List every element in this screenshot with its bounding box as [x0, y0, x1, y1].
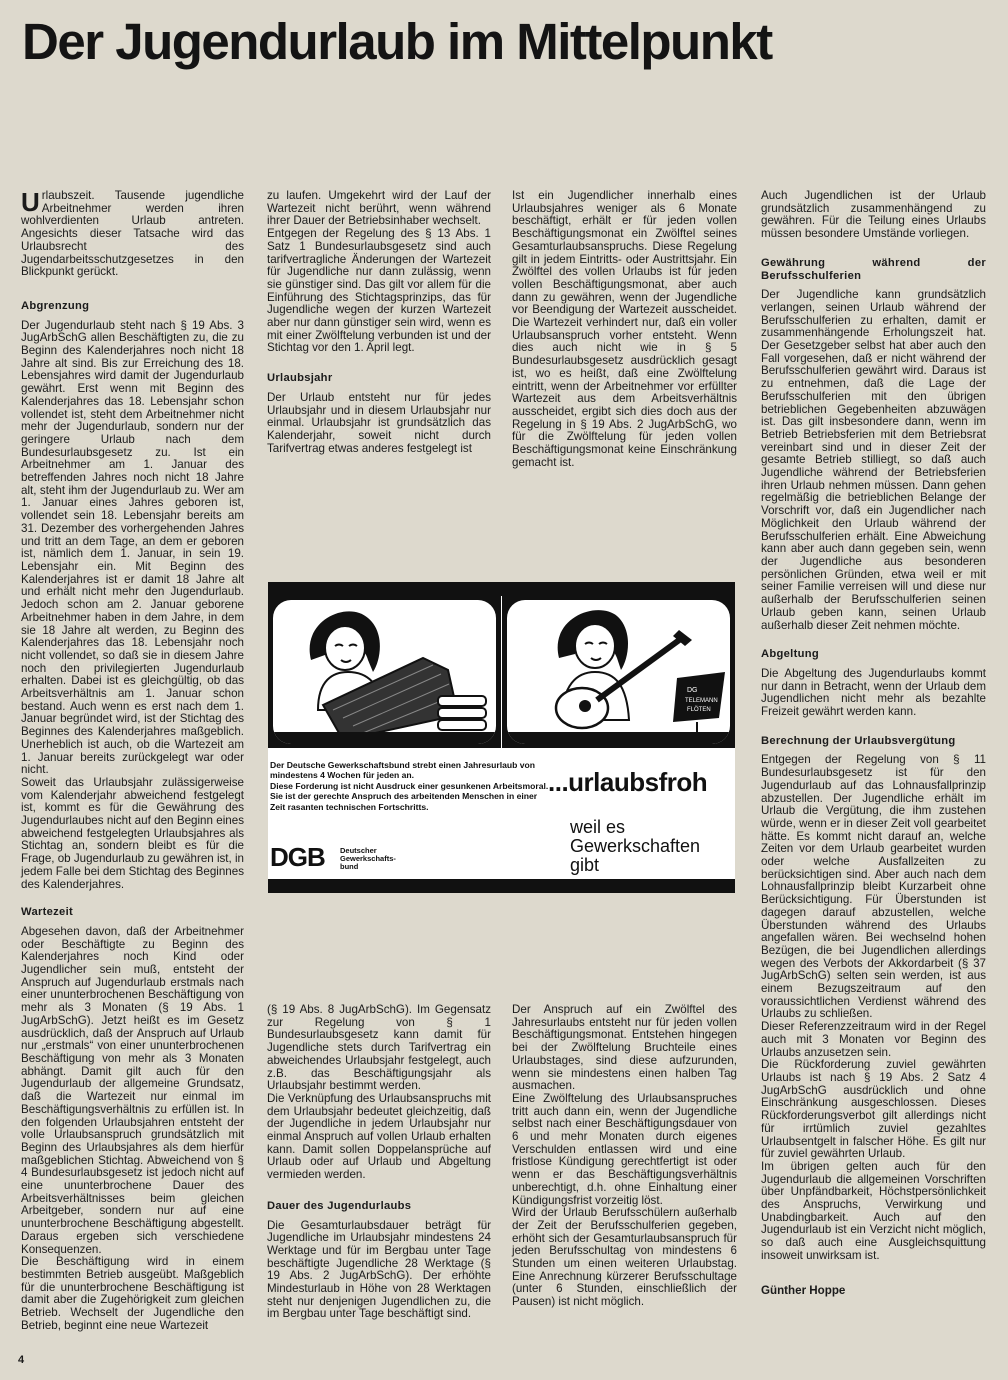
paragraph: Der Jugendliche kann grundsätzlich verlangen, seinen Urlaub während der Berufsschulferien zu erhalten, damit er zusammenhängende Erholungszeit hat. Der Gesetzgeber selbst hat aber auch den Fall vorgesehen, daß er nicht während der Berufsschulferien gewährt wird. Daraus ist zu entnehmen, daß die Lage der Berufsschulferien mit den übrigen betrieblichen Gegebenheiten abzuwägen ist. Das gilt insbesondere dann, wenn im Betrieb Betriebsferien mit dem Betriebsrat vereinbart sind und in dieser Zeit der gesamte Betrieb stilliegt, so daß auch Jugendliche während der Betriebsferien ihren Urlaub nehmen müssen. Dann gehen regelmäßig die betrieblichen Belange der Vorschrift vor, daß ein Jugendlicher nach Möglichkeit den Urlaub während der Berufsschulferien erhält. Eine Abweichung kann aber auch dann gegeben sein, wenn der Jugendliche aus besonderen persönlichen Gründen, etwa weil er mit seiner Familie verreisen will und diese nur außerhalb der Berufsschulferien seinen Urlaub geben kann, seinen Urlaub außerhalb dieser Zeit nehmen möchte. — [761, 288, 986, 632]
heading-abgeltung: Abgeltung — [761, 648, 820, 661]
paragraph: Ist ein Jugendlicher innerhalb eines Urlaubsjahres weniger als 6 Monate beschäftigt, erhält er für jeden vollen Beschäftigungsmonat ein Zwölftel seines Gesamturlaubsanspruchs. Diese Regelung gilt in jedem Eintritts- oder Austrittsjahr. Ein Zwölftel des vollen Urlaubs ist für jeden vollen Beschäftigungsmonat, aber auch dann zu gewähren, wenn der Jugendliche vor Beendigung der Wartezeit ausscheidet. Die Wartezeit verhindert nur, daß ein voller Urlaubsanspruch vorher entsteht. Wenn dies auch nicht wie in § 5 Bundesurlaubsgesetz ausdrücklich gesagt ist, wo es heißt, daß eine Zwölftelung eintritt, wenn der Arbeitnehmer vor erfüllter Wartezeit aus dem Arbeitsverhältnis ausscheidet, ergibt sich dies doch aus der Regelung in § 19 Abs. 2 JugArbSchG, wo für die Zwölftelung für jeden vollen Beschäftigungsmonat keine Einschränkung gemacht ist. — [512, 189, 737, 469]
ad-top-bar — [268, 582, 735, 596]
paragraph: Der Urlaub entsteht nur für jedes Urlaubsjahr und in diesem Urlaubsjahr nur einmal. Urlaubsjahr ist grundsätzlich das Kalenderjahr, soweit nicht durch Tarifvertrag etwas anderes festgelegt ist — [267, 390, 491, 455]
girl-reading-illustration — [273, 600, 496, 744]
paragraph: Die Gesamturlaubsdauer beträgt für Jugendliche im Urlaubsjahr mindestens 24 Werktage und für im Bergbau unter Tage beschäftigte Jugendliche 28 Werktage (§ 19 Abs. 2 JugArbSchG). Der erhöhte Mindesturlaub in Höhe von 28 Werktagen steht nur denjenigen Jugendlichen zu, die im Bergbau unter Tage beschäftigt sind. — [267, 1218, 491, 1321]
paragraph: Der Anspruch auf ein Zwölftel des Jahresurlaubs entsteht nur für jeden vollen Beschäftigungsmonat. Entstehen hingegen bei der Zwölftelung Bruchteile eines Urlaubstages, sind diese aufzurunden, wenn sie mindestens einen halben Tag ausmachen. — [512, 1003, 737, 1093]
dgb-logo-subtitle: Deutscher Gewerkschafts- bund — [340, 846, 396, 871]
page-title: Der Jugendurlaub im Mittelpunkt — [22, 13, 772, 70]
paragraph: Im übrigen gelten auch für den Jugendurlaub die allgemeinen Vorschriften über Unpfändbarkeit, Höchstpersönlichkeit des Anspruchs, Verwirkung und Unabdingbarkeit. Auch auf den Jugendurlaub ist ein Verzicht nicht möglich, so daß auch eine Ausgleichsquittung insoweit unwirksam ist. — [761, 1159, 986, 1262]
paragraph: Eine Zwölftelung des Urlaubsanspruches tritt auch dann ein, wenn der Jugendliche selbst nach einer Beschäftigungsdauer von 6 und mehr Monaten durch eigenes Verschulden entlassen wird und eine fristlose Kündigung gerechtfertigt ist oder wenn er das Beschäftigungsverhältnis unberechtigt, d.h. ohne Einhaltung einer Kündigungsfrist vorzeitig löst. — [512, 1091, 737, 1207]
paragraph: Dieser Referenzzeitraum wird in der Regel auch mit 3 Monaten vor Beginn des Urlaubs anzusetzen sein. — [761, 1020, 986, 1059]
ad-slogan-sub: weil es Gewerkschaften gibt — [570, 817, 701, 875]
music-sheet-text-2: TELEMANN — [685, 698, 718, 704]
heading-dauer: Dauer des Jugendurlaubs — [267, 1199, 412, 1212]
paragraph: Auch Jugendlichen ist der Urlaub grundsätzlich zusammenhängend zu gewähren. Für die Teilung eines Urlaubs müssen besondere Umstände vorliegen. — [761, 189, 986, 241]
paragraph: Abgesehen davon, daß der Arbeitnehmer oder Beschäftigte zu Beginn des Kalenderjahres noch Kind oder Jugendlicher sein muß, entsteht der Anspruch auf Jugendurlaub erstmals nach einer ununterbrochenen Beschäftigung von mehr als 3 Monaten (§ 19 Abs. 1 JugArbSchG). Jetzt heißt es im Gesetz ausdrücklich, daß der Anspruch auf Urlaub nur „erstmals“ von einer ununterbrochenen Beschäftigung von mehr als 3 Monaten abhängt. Damit gilt auch für den Jugendurlaub der allgemeine Grundsatz, daß die Wartezeit nur einmal im Beschäftigungsverhältnis zu erfüllen ist. In den folgenden Urlaubsjahren entsteht der volle Urlaubsanspruch grundsätzlich mit Beginn des Urlaubsjahres als dem hierfür maßgeblichen Stichtag. Abweichend von § 4 Bundesurlaubsgesetz ist jedoch nicht auf eine ununterbrochene Dauer des Arbeitsverhältnisses beim gleichen Arbeitgeber, sondern nur auf eine ununterbrochene Beschäftigung abgestellt. Daraus ergeben sich verschiedene Konsequenzen. — [21, 924, 244, 1256]
paragraph: Soweit das Urlaubsjahr zulässigerweise vom Kalenderjahr abweichend festgelegt ist, kommt es für die Gewährung des Jugendurlaubes nicht auf den Beginn eines abweichend festgelegten Urlaubsjahres als Stichtag an, sondern bleibt es für die Frage, ob Jugendurlaub zu gewähren ist, in jedem Falle bei dem Stichtag des Beginnes des Kalenderjahres. — [21, 775, 244, 891]
heading-abgrenzung: Abgrenzung — [21, 299, 90, 312]
dgb-logo: DGB — [270, 842, 325, 872]
paragraph: Die Beschäftigung wird in einem bestimmten Betrieb ausgeübt. Maßgeblich für die ununterbrochene Beschäftigung ist damit aber die Zugehörigkeit zum gleichen Betrieb. Wechselt der Jugendliche den Betrieb, beginnt eine neue Wartezeit — [21, 1255, 244, 1332]
heading-gewaehrung: Gewährung während der Berufsschulferien — [761, 256, 986, 282]
column-4 — [761, 190, 986, 1297]
paragraph: (§ 19 Abs. 8 JugArbSchG). Im Gegensatz zur Regelung von § 1 Bundesurlaubsgesetz kann damit für Jugendliche stets durch Tarifvertrag ein abweichendes Urlaubsjahr festgelegt, auch z.B. das Beschäftigungsjahr als Urlaubsjahr bestimmt werden. — [267, 1003, 491, 1093]
ad-illustration-guitar — [502, 596, 735, 748]
paragraph: Entgegen der Regelung des § 13 Abs. 1 Satz 1 Bundesurlaubsgesetz sind auch tarifvertragliche Änderungen der Wartezeit für Jugendliche nur dann zulässig, wenn sie günstiger sind. Das gilt vor allem für die Einführung des Stichtagsprinzips, das für Jugendliche wegen der kurzen Wartezeit aber nur dann günstiger sein wird, wenn es mit einer Zwölftelung verbunden ist und der Stichtag vor den 1. April legt. — [267, 227, 491, 355]
paragraph: Entgegen der Regelung von § 11 Bundesurlaubsgesetz ist für den Jugendurlaub auf das Lohnausfallprinzip abzustellen. Der Jugendliche erhält im Urlaub die Vergütung, die ihm zustehen würde, wenn er in dieser Zeit voll gearbeitet hätte. Es kommt nicht darauf an, welche Zeiten vor dem Urlaub gearbeitet wurden oder welche Ausfallzeiten zu berücksichtigen sind. Aber auch nach dem Lohnausfallprinzip bleibt Kurzarbeit ohne Berücksichtigung. Für Überstunden ist dagegen darauf abzustellen, welche Überstunden während des Urlaubs angefallen wären. Bei wechselnd hohen Bezügen, die bei Jugendlichen allerdings wegen des Verbots der Akkordarbeit (§ 37 JugArbSchG) selten sein werden, ist aus einem Bezugszeitraum auf den voraussichtlichen Verdienst während des Urlaubs zu schließen. — [761, 753, 986, 1021]
column-1 — [21, 187, 244, 1332]
column-2-top — [267, 190, 491, 455]
music-sheet-text-1: DG — [687, 687, 698, 694]
ad-illustration-reading — [268, 596, 501, 748]
ad-body-text: Der Deutsche Gewerkschaftsbund strebt einen Jahresurlaub von mindestens 4 Wochen für jeden an. Diese Forderung ist nicht Ausdruck einer gesunkenen Arbeitsmoral. Sie ist der gerechte Anspruch des arbeitenden Menschen in einer Zeit rasanten technischen Fortschritts. — [270, 760, 549, 812]
author-name: Günther Hoppe — [761, 1283, 846, 1297]
ad-bottom-bar — [268, 879, 735, 893]
paragraph: Die Verknüpfung des Urlaubsanspruchs mit dem Urlaubsjahr bedeutet gleichzeitig, daß der Jugendliche in jedem Urlaubsjahr nur einmal Anspruch auf vollen Urlaub erhalten kann. Damit sollen Doppelansprüche auf Urlaub oder auf Urlaub und Abgeltung vermieden werden. — [267, 1091, 491, 1182]
intro-paragraph: Urlaubszeit. Tausende jugendliche Arbeitnehmer werden ihren wohlverdienten Urlaub antreten. Angesichts dieser Tatsache wird das Urlaubsrecht des Jugendarbeitsschutzgesetzes in den Blickpunkt gerückt. — [21, 187, 244, 279]
column-3-top — [512, 190, 737, 469]
column-2-bottom — [267, 1004, 491, 1321]
page-number: 4 — [18, 1354, 25, 1366]
heading-urlaubsjahr: Urlaubsjahr — [267, 372, 333, 385]
music-sheet-text-3: FLÖTEN — [687, 707, 711, 713]
girl-guitar-illustration — [507, 600, 730, 744]
paragraph: Wird der Urlaub Berufsschülern außerhalb der Zeit der Berufsschulferien gegeben, erhöht sich der Gesamturlaubsanspruch für jeden Berufsschultag von mindestens 6 Stunden um einen weiteren Urlaubstag. Eine Anrechnung kürzerer Berufsschultage (unter 6 Stunden, einschließlich der Pausen) ist nicht möglich. — [512, 1206, 737, 1309]
column-3-bottom — [512, 1004, 737, 1309]
dropcap: U — [21, 187, 40, 217]
paragraph: zu laufen. Umgekehrt wird der Lauf der Wartezeit nicht berührt, wenn während ihrer Dauer der Betriebsinhaber wechselt. — [267, 189, 491, 228]
dgb-advertisement — [268, 582, 735, 893]
heading-berechnung: Berechnung der Urlaubsvergütung — [761, 734, 956, 747]
paragraph: Der Jugendurlaub steht nach § 19 Abs. 3 JugArbSchG allen Beschäftigten zu, die zu Beginn des Kalenderjahres noch nicht 18 Jahre alt sind. Bis zur Erreichung des 18. Lebensjahres wird damit der Jugendurlaub gewährt. Erst wenn mit Beginn des Kalenderjahres das 18. Lebensjahr schon vollendet ist, steht dem Arbeitnehmer nicht mehr der Jugendurlaub, sondern nur der geringere Urlaub nach dem Bundesurlaubsgesetz zu. Ist ein Arbeitnehmer am 1. Januar des betreffenden Jahres noch nicht 18 Jahre alt, steht ihm der Jugendurlaub zu. Wer am 1. Januar eines Jahres geboren ist, vollendet sein 18. Lebensjahr bereits am 31. Dezember des vorhergehenden Jahres und tritt an dem Tage, an dem er geboren ist, nämlich dem 1. Januar, in sein 19. Lebensjahr ein. Mit Beginn des Kalenderjahres ist er damit 18 Jahre alt und erhält nicht mehr den Jugendurlaub. Jedoch schon am 2. Januar geborene Arbeitnehmer haben in dem Jahre, in dem sie 18 Jahre alt werden, zu Beginn des Kalenderjahres das 18. Lebensjahr noch nicht vollendet, so daß sie in diesem Jahre noch den privilegierten Jugendurlaub erhalten. Dabei ist es gleichgültig, ob das Arbeitsverhältnis am 1. Januar schon bestand. Auch wenn es erst nach dem 1. Januar begründet wird, ist der Stichtag des Beginnes des Kalenderjahres maßgeblich. Unerheblich ist auch, ob die Wartezeit am 1. Januar bereits zurückgelegt war oder nicht. — [21, 318, 244, 777]
paragraph: Die Abgeltung des Jugendurlaubs kommt nur dann in Betracht, wenn der Urlaub dem Jugendlichen nicht mehr als bezahlte Freizeit gewährt werden kann. — [761, 666, 986, 719]
ad-slogan-main: ...urlaubsfroh — [548, 767, 708, 797]
paragraph: Die Rückforderung zuviel gewährten Urlaubs ist nach § 19 Abs. 2 Satz 4 JugArbSchG ausdrücklich und ohne Einschränkung ausgeschlossen. Dieses Rückforderungsverbot gilt allerdings nicht für irrtümlich zuviel gezahltes Urlaubsentgelt in falscher Höhe. Es gilt nur für zuviel gewährten Urlaub. — [761, 1058, 986, 1161]
heading-wartezeit: Wartezeit — [21, 906, 74, 919]
